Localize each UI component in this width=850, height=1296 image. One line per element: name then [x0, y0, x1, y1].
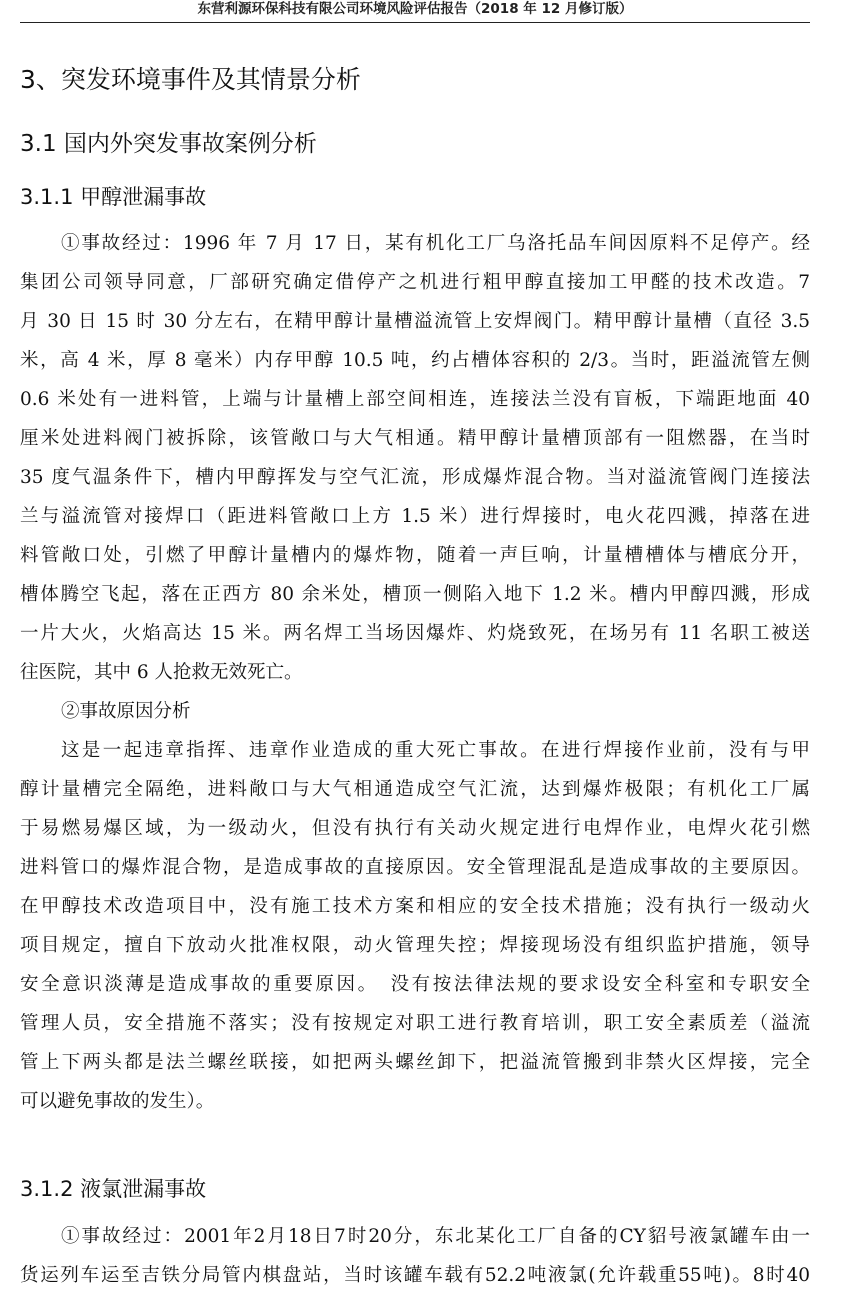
- text-line: ①事故经过：1996 年 7 月 17 日，某有机化工厂乌洛托品车间因原料不足停产。经: [61, 233, 810, 254]
- text-line: 米，高 4 米，厚 8 毫米）内存甲醇 10.5 吨，约占槽体容积的 2/3。当时，距溢流管左侧: [20, 350, 810, 371]
- text-line: 项目规定，擅自下放动火批准权限，动火管理失控；焊接现场没有组织监护措施，领导: [20, 935, 810, 956]
- text-line: 管上下两头都是法兰螺丝联接，如把两头螺丝卸下，把溢流管搬到非禁火区焊接，完全: [20, 1052, 810, 1073]
- text-line: 管理人员，安全措施不落实；没有按规定对职工进行教育培训，职工安全素质差（溢流: [20, 1013, 810, 1034]
- text-line: 进料管口的爆炸混合物，是造成事故的直接原因。安全管理混乱是造成事故的主要原因。: [20, 857, 810, 878]
- text-line: ①事故经过：2001年2月18日7时20分，东北某化工厂自备的CY貂号液氯罐车由一: [61, 1226, 810, 1247]
- text-line: 槽体腾空飞起，落在正西方 80 余米处，槽顶一侧陷入地下 1.2 米。槽内甲醇四溅，形成: [20, 584, 810, 605]
- page-header: 东营利源环保科技有限公司环境风险评估报告（2018 年 12 月修订版）: [20, 0, 810, 23]
- text-line: 厘米处进料阀门被拆除，该管敞口与大气相通。精甲醇计量槽顶部有一阻燃器，在当时: [20, 428, 810, 449]
- text-line: 0.6 米处有一进料管，上端与计量槽上部空间相连，连接法兰没有盲板，下端距地面 40: [20, 389, 810, 410]
- text-line: 一片大火，火焰高达 15 米。两名焊工当场因爆炸、灼烧致死，在场另有 11 名职工被送: [20, 623, 810, 644]
- text-line: 集团公司领导同意，厂部研究确定借停产之机进行粗甲醇直接加工甲醛的技术改造。7: [20, 272, 810, 293]
- text-line: 兰与溢流管对接焊口（距进料管敞口上方 1.5 米）进行焊接时，电火花四溅，掉落在进: [20, 506, 810, 527]
- text-line: 在甲醇技术改造项目中，没有施工技术方案和相应的安全技术措施；没有执行一级动火: [20, 896, 810, 917]
- text-line: 于易燃易爆区域，为一级动火，但没有执行有关动火规定进行电焊作业，电焊火花引燃: [20, 818, 810, 839]
- chapter-heading: 3、突发环境事件及其情景分析: [20, 65, 361, 94]
- text-line: 货运列车运至吉铁分局管内棋盘站，当时该罐车载有52.2吨液氯(允许载重55吨)。8时40: [20, 1265, 810, 1286]
- text-line: 料管敞口处，引燃了甲醇计量槽内的爆炸物，随着一声巨响，计量槽槽体与槽底分开，: [20, 545, 810, 566]
- text-line: 月 30 日 15 时 30 分左右，在精甲醇计量槽溢流管上安焊阀门。精甲醇计量槽（直径 3.5: [20, 311, 810, 332]
- section-heading: 3.1 国内外突发事故案例分析: [20, 131, 317, 157]
- text-line: ②事故原因分析: [61, 701, 191, 722]
- subsection-heading-chlorine: 3.1.2 液氯泄漏事故: [20, 1177, 207, 1201]
- text-line: 往医院，其中 6 人抢救无效死亡。: [20, 662, 303, 683]
- text-line: 可以避免事故的发生）。: [20, 1091, 215, 1112]
- text-line: 35 度气温条件下，槽内甲醇挥发与空气汇流，形成爆炸混合物。当对溢流管阀门连接法: [20, 467, 810, 488]
- subsection-heading-methanol: 3.1.1 甲醇泄漏事故: [20, 185, 207, 209]
- text-line: 这是一起违章指挥、违章作业造成的重大死亡事故。在进行焊接作业前，没有与甲: [61, 740, 810, 761]
- text-line: 安全意识淡薄是造成事故的重要原因。 没有按法律法规的要求设安全科室和专职安全: [20, 974, 810, 995]
- text-line: 醇计量槽完全隔绝，进料敞口与大气相通造成空气汇流，达到爆炸极限；有机化工厂属: [20, 779, 810, 800]
